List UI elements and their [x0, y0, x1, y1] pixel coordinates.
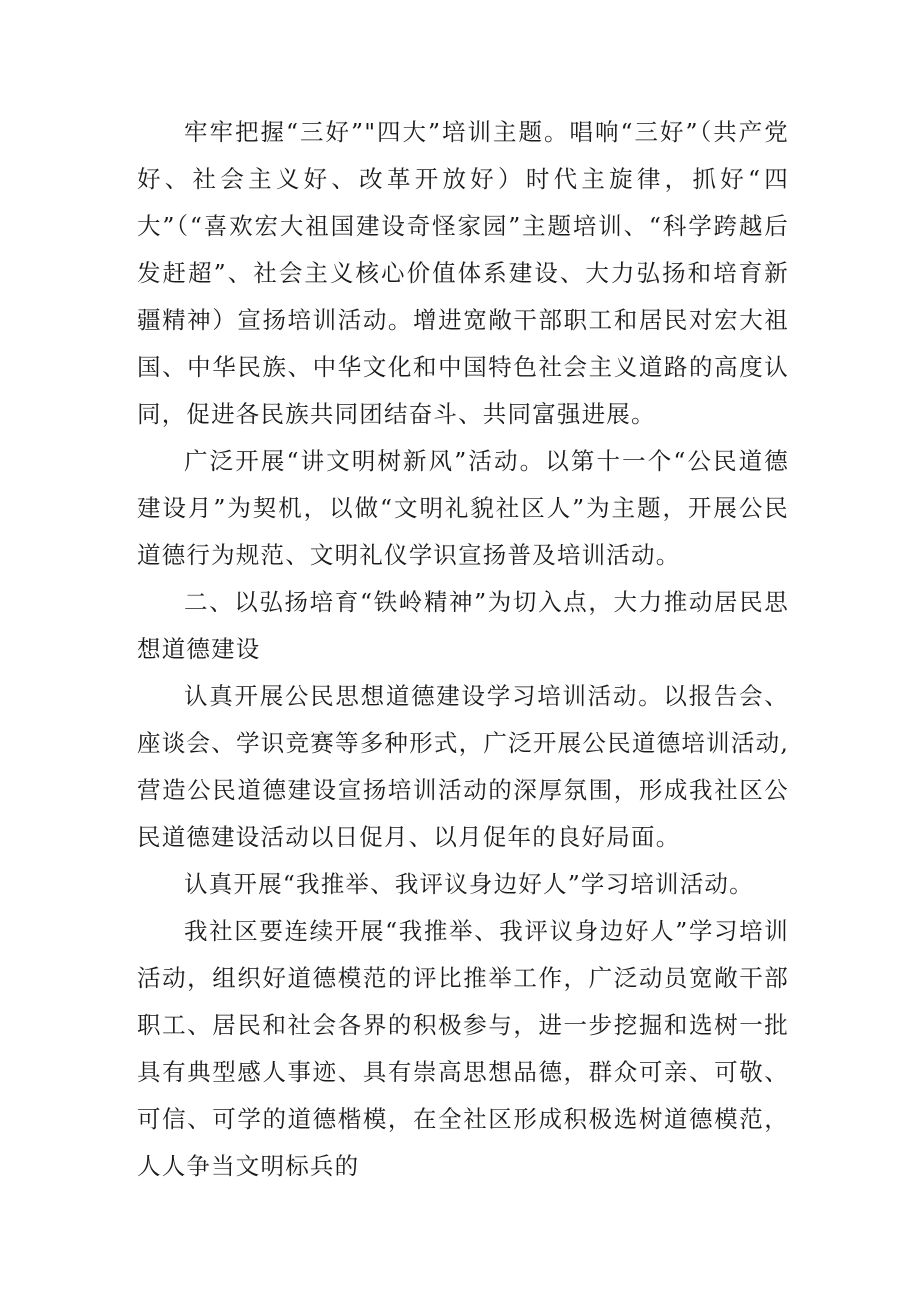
- paragraph-good-people: 认真开展“我推举、我评议身边好人”学习培训活动。: [184, 870, 754, 898]
- paragraph-moral-study: 认真开展公民思想道德建设学习培训活动。以报告会、座谈会、学识竞赛等多种形式，广泛开展公民道德培训活动,营造公民道德建设宣扬培训活动的深厚氛围，形成我社区公民道德建设活动以日促月、以月促年的良好局面。: [137, 682, 789, 851]
- paragraph-moral-models: 我社区要连续开展“我推举、我评议身边好人”学习培训活动，组织好道德模范的评比推举工作，广泛动员宽敞干部职工、居民和社会各界的积极参与，进一步挖掘和选树一批具有典型感人事迹、具有崇高思想品德，群众可亲、可敬、可信、可学的道德楷模，在全社区形成积极选树道德模范，人人争当文明标兵的: [137, 917, 789, 1180]
- paragraph-civility: 广泛开展“讲文明树新风”活动。以第十一个“公民道德建设月”为契机，以做“文明礼貌社区人”为主题，开展公民道德行为规范、文明礼仪学识宣扬普及培训活动。: [137, 447, 789, 569]
- document-body: [137, 109, 789, 1190]
- section-heading-two: 二、以弘扬培育“铁岭精神”为切入点，大力推动居民思想道德建设: [137, 588, 789, 663]
- paragraph-theme: 牢牢把握“三好”"四大”培训主题。唱响“三好”（共产党好、社会主义好、改革开放好）时代主旋律，抓好“四大”（“喜欢宏大祖国建设奇怪家园”主题培训、“科学跨越后发赶超”、社会主义核心价值体系建设、大力弘扬和培育新疆精神）宣扬培训活动。增进宽敞干部职工和居民对宏大祖国、中华民族、中华文化和中国特色社会主义道路的高度认同，促进各民族共同团结奋斗、共同富强进展。: [137, 118, 789, 428]
